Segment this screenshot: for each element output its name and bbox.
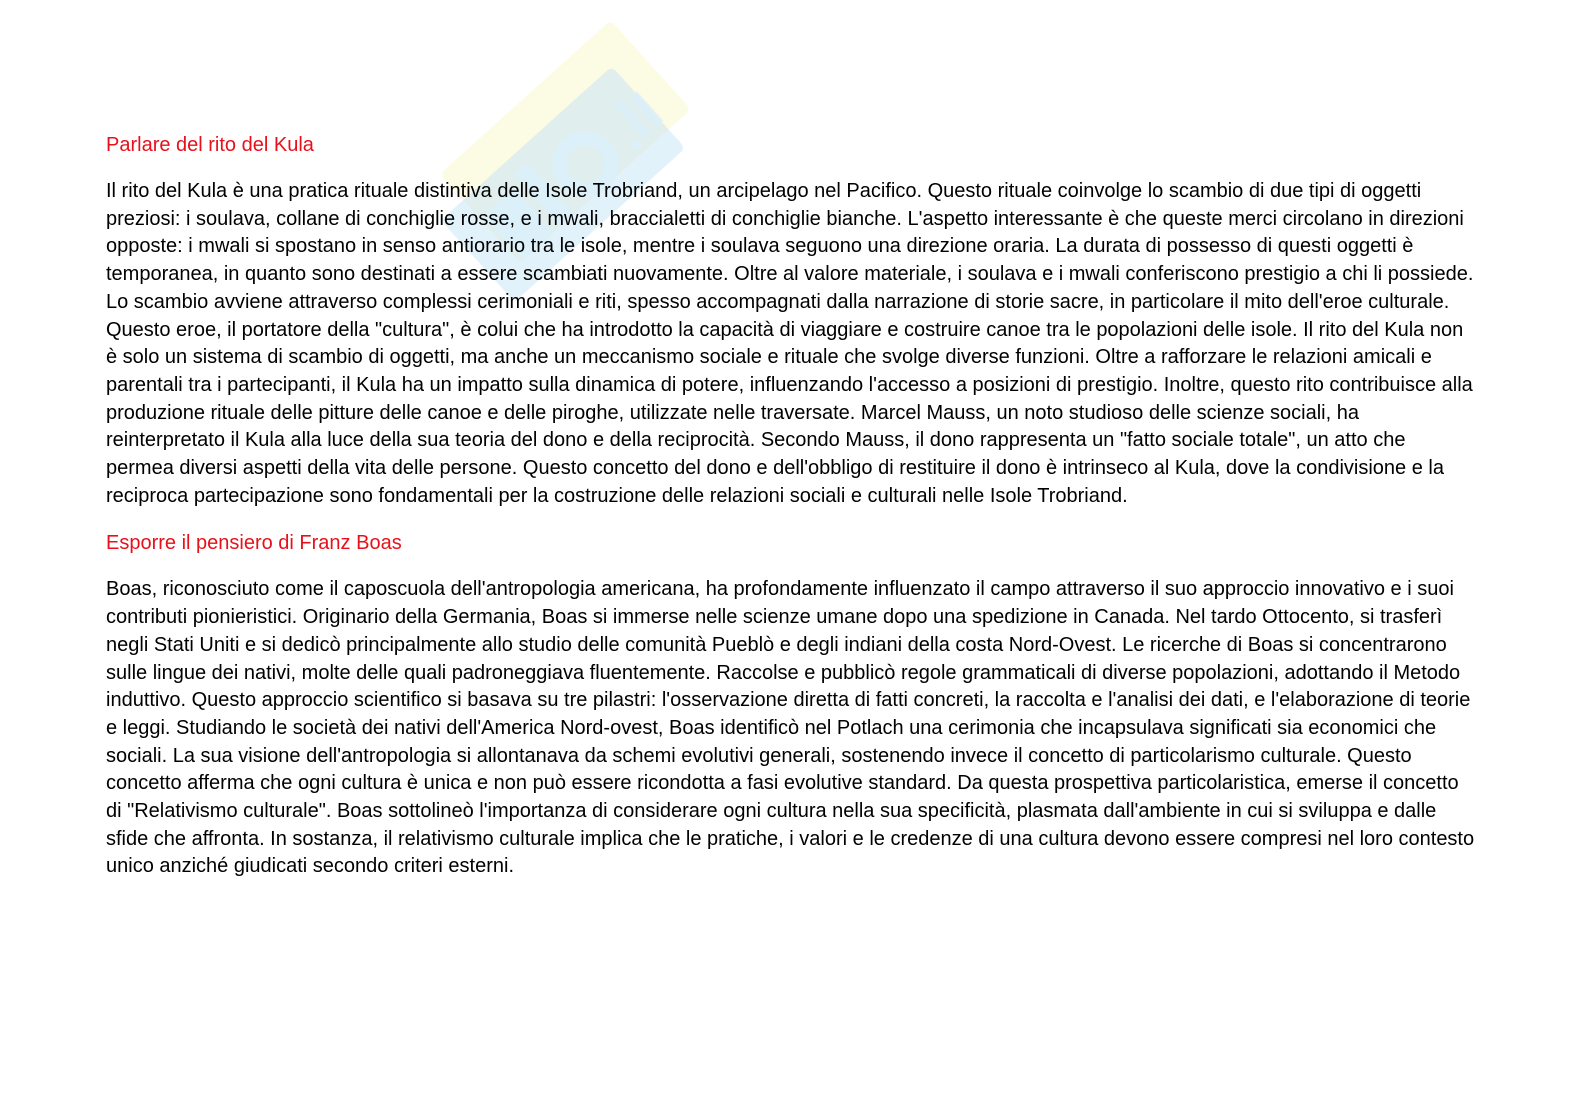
- section-kula: [106, 131, 1478, 510]
- section-boas: [106, 529, 1478, 881]
- section-paragraph: Il rito del Kula è una pratica rituale distintiva delle Isole Trobriand, un arcipelago nel Pacifico. Questo rituale coinvolge lo scambio di due tipi di oggetti preziosi: i soulava, collane di conchiglie rosse, e i mwali, braccialetti di conchiglie bianche. L'aspetto interessante è che queste merci circolano in direzioni opposte: i mwali si spostano in senso antiorario tra le isole, mentre i soulava seguono una direzione oraria. La durata di possesso di questi oggetti è temporanea, in quanto sono destinati a essere scambiati nuovamente. Oltre al valore materiale, i soulava e i mwali conferiscono prestigio a chi li possiede. Lo scambio avviene attraverso complessi cerimoniali e riti, spesso accompagnati dalla narrazione di storie sacre, in particolare il mito dell'eroe culturale. Questo eroe, il portatore della "cultura", è colui che ha introdotto la capacità di viaggiare e costruire canoe tra le popolazioni delle isole. Il rito del Kula non è solo un sistema di scambio di oggetti, ma anche un meccanismo sociale e rituale che svolge diverse funzioni. Oltre a rafforzare le relazioni amicali e parentali tra i partecipanti, il Kula ha un impatto sulla dinamica di potere, influenzando l'accesso a posizioni di prestigio. Inoltre, questo rito contribuisce alla produzione rituale delle pitture delle canoe e delle piroghe, utilizzate nelle traversate. Marcel Mauss, un noto studioso delle scienze sociali, ha reinterpretato il Kula alla luce della sua teoria del dono e della reciprocità. Secondo Mauss, il dono rappresenta un "fatto sociale totale", un atto che permea diversi aspetti della vita delle persone. Questo concetto del dono e dell'obbligo di restituire il dono è intrinseco al Kula, dove la condivisione e la reciproca partecipazione sono fondamentali per la costruzione delle relazioni sociali e culturali nelle Isole Trobriand.: [106, 180, 1474, 507]
- document-content: [106, 131, 1478, 881]
- section-heading: Parlare del rito del Kula: [106, 134, 314, 156]
- section-paragraph: Boas, riconosciuto come il caposcuola dell'antropologia americana, ha profondamente influenzato il campo attraverso il suo approccio innovativo e i suoi contributi pionieristici. Originario della Germania, Boas si immerse nelle scienze umane dopo una spedizione in Canada. Nel tardo Ottocento, si trasferì negli Stati Uniti e si dedicò principalmente allo studio delle comunità Pueblò e degli indiani della costa Nord-Ovest. Le ricerche di Boas si concentrarono sulle lingue dei nativi, molte delle quali padroneggiava fluentemente. Raccolse e pubblicò regole grammaticali di diverse popolazioni, adottando il Metodo induttivo. Questo approccio scientifico si basava su tre pilastri: l'osservazione diretta di fatti concreti, la raccolta e l'analisi dei dati, e l'elaborazione di teorie e leggi. Studiando le società dei nativi dell'America Nord-ovest, Boas identificò nel Potlach una cerimonia che incapsulava significati sia economici che sociali. La sua visione dell'antropologia si allontanava da schemi evolutivi generali, sostenendo invece il concetto di particolarismo culturale. Questo concetto afferma che ogni cultura è unica e non può essere ricondotta a fasi evolutive standard. Da questa prospettiva particolaristica, emerse il concetto di "Relativismo culturale". Boas sottolineò l'importanza di considerare ogni cultura nella sua specificità, plasmata dall'ambiente in cui si sviluppa e dalle sfide che affronta. In sostanza, il relativismo culturale implica che le pratiche, i valori e le credenze di una cultura devono essere compresi nel loro contesto unico anziché giudicati secondo criteri esterni.: [106, 578, 1475, 878]
- section-heading: Esporre il pensiero di Franz Boas: [106, 532, 402, 555]
